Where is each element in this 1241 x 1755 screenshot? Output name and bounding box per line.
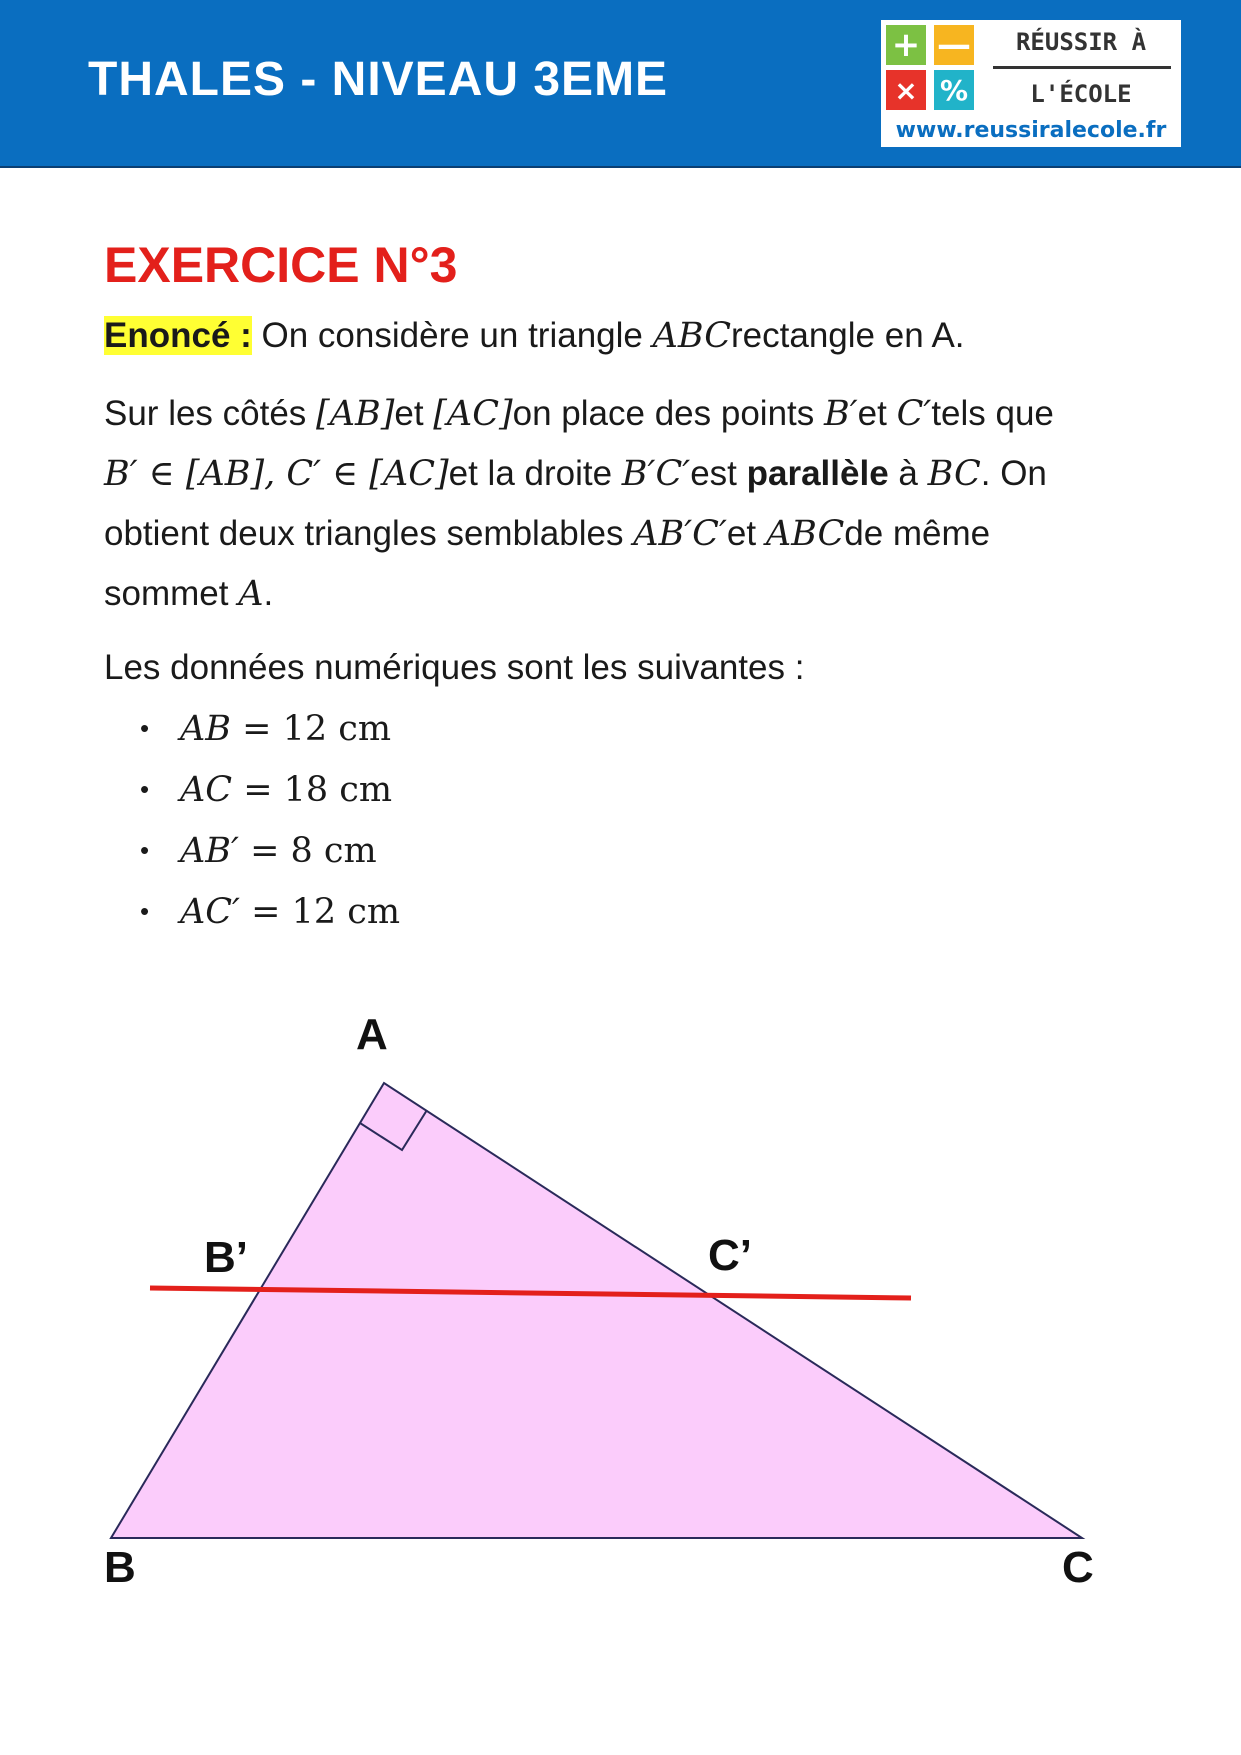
logo-divider xyxy=(993,66,1171,69)
label-c-prime: C’ xyxy=(708,1231,752,1280)
p2-t11: et xyxy=(726,514,766,553)
math-bpcp: B′C′ xyxy=(621,454,691,494)
p2-t8: à xyxy=(888,454,928,493)
label-b: B xyxy=(104,1543,136,1592)
list-item xyxy=(140,759,400,820)
data-rhs: = 18 cm xyxy=(232,770,393,810)
times-icon: × xyxy=(886,70,926,110)
p2-line3 xyxy=(104,504,1174,564)
p2-line1 xyxy=(104,384,1174,444)
p2-t7: est xyxy=(690,454,747,493)
p2-line2 xyxy=(104,444,1174,504)
p2-t5: tels que xyxy=(931,394,1054,433)
data-rhs: = 12 cm xyxy=(231,709,392,749)
p2-t9: . On xyxy=(980,454,1047,493)
data-lhs: AB′ xyxy=(180,831,239,871)
percent-icon: % xyxy=(934,70,974,110)
triangle-figure xyxy=(0,990,1241,1610)
math-bp: B′ xyxy=(823,394,858,434)
header xyxy=(0,0,1241,168)
logo-url[interactable]: www.reussiralecole.fr xyxy=(895,118,1167,143)
data-lhs: AC′ xyxy=(180,892,241,932)
list-item xyxy=(140,881,400,942)
enonce xyxy=(104,306,1174,366)
p2-line4 xyxy=(104,564,1174,624)
p2-t13: sommet xyxy=(104,574,239,613)
math-condition: B′ ∈ [AB], C′ ∈ [AC] xyxy=(104,454,449,494)
data-list xyxy=(140,698,400,942)
math-bc: BC xyxy=(927,454,981,494)
math-abc2: ABC xyxy=(765,514,845,554)
data-lhs: AB xyxy=(180,709,231,749)
p2-t10: obtient deux triangles semblables xyxy=(104,514,634,553)
data-lhs: AC xyxy=(180,770,233,810)
enonce-label: Enoncé : xyxy=(104,316,252,355)
triangle-abc xyxy=(111,1083,1082,1538)
p2-t14: . xyxy=(263,574,274,613)
enonce-end: rectangle en A. xyxy=(731,316,965,355)
p2-t1: Sur les côtés xyxy=(104,394,317,433)
paragraph-2 xyxy=(104,384,1174,624)
list-item xyxy=(140,698,400,759)
list-item xyxy=(140,820,400,881)
p2-t2: et xyxy=(394,394,434,433)
math-ac-seg: [AC] xyxy=(433,394,513,434)
label-a: A xyxy=(356,1010,388,1059)
math-ab-seg: [AB] xyxy=(316,394,395,434)
p2-t6: et la droite xyxy=(448,454,622,493)
label-b-prime: B’ xyxy=(204,1233,248,1282)
minus-icon: — xyxy=(934,25,974,65)
data-intro: Les données numériques sont les suivantes : xyxy=(104,648,805,687)
enonce-text: On considère un triangle xyxy=(251,316,653,355)
logo[interactable] xyxy=(881,20,1181,147)
data-rhs: = 12 cm xyxy=(240,892,401,932)
logo-text-line1: RÉUSSIR À xyxy=(1015,28,1147,56)
bold-parallele: parallèle xyxy=(746,454,889,493)
logo-text-line2: L'ÉCOLE xyxy=(1030,80,1132,108)
math-abc: ABC xyxy=(652,316,732,356)
p2-t4: et xyxy=(857,394,897,433)
math-abpcp: AB′C′ xyxy=(633,514,727,554)
data-rhs: = 8 cm xyxy=(238,831,377,871)
math-a: A xyxy=(238,574,264,614)
plus-icon: + xyxy=(886,25,926,65)
exercise-title: EXERCICE N°3 xyxy=(104,237,458,293)
p2-t3: on place des points xyxy=(512,394,824,433)
math-cp: C′ xyxy=(896,394,932,434)
header-title: THALES - NIVEAU 3EME xyxy=(88,53,669,106)
p2-t12: de même xyxy=(844,514,991,553)
label-c: C xyxy=(1062,1543,1094,1592)
